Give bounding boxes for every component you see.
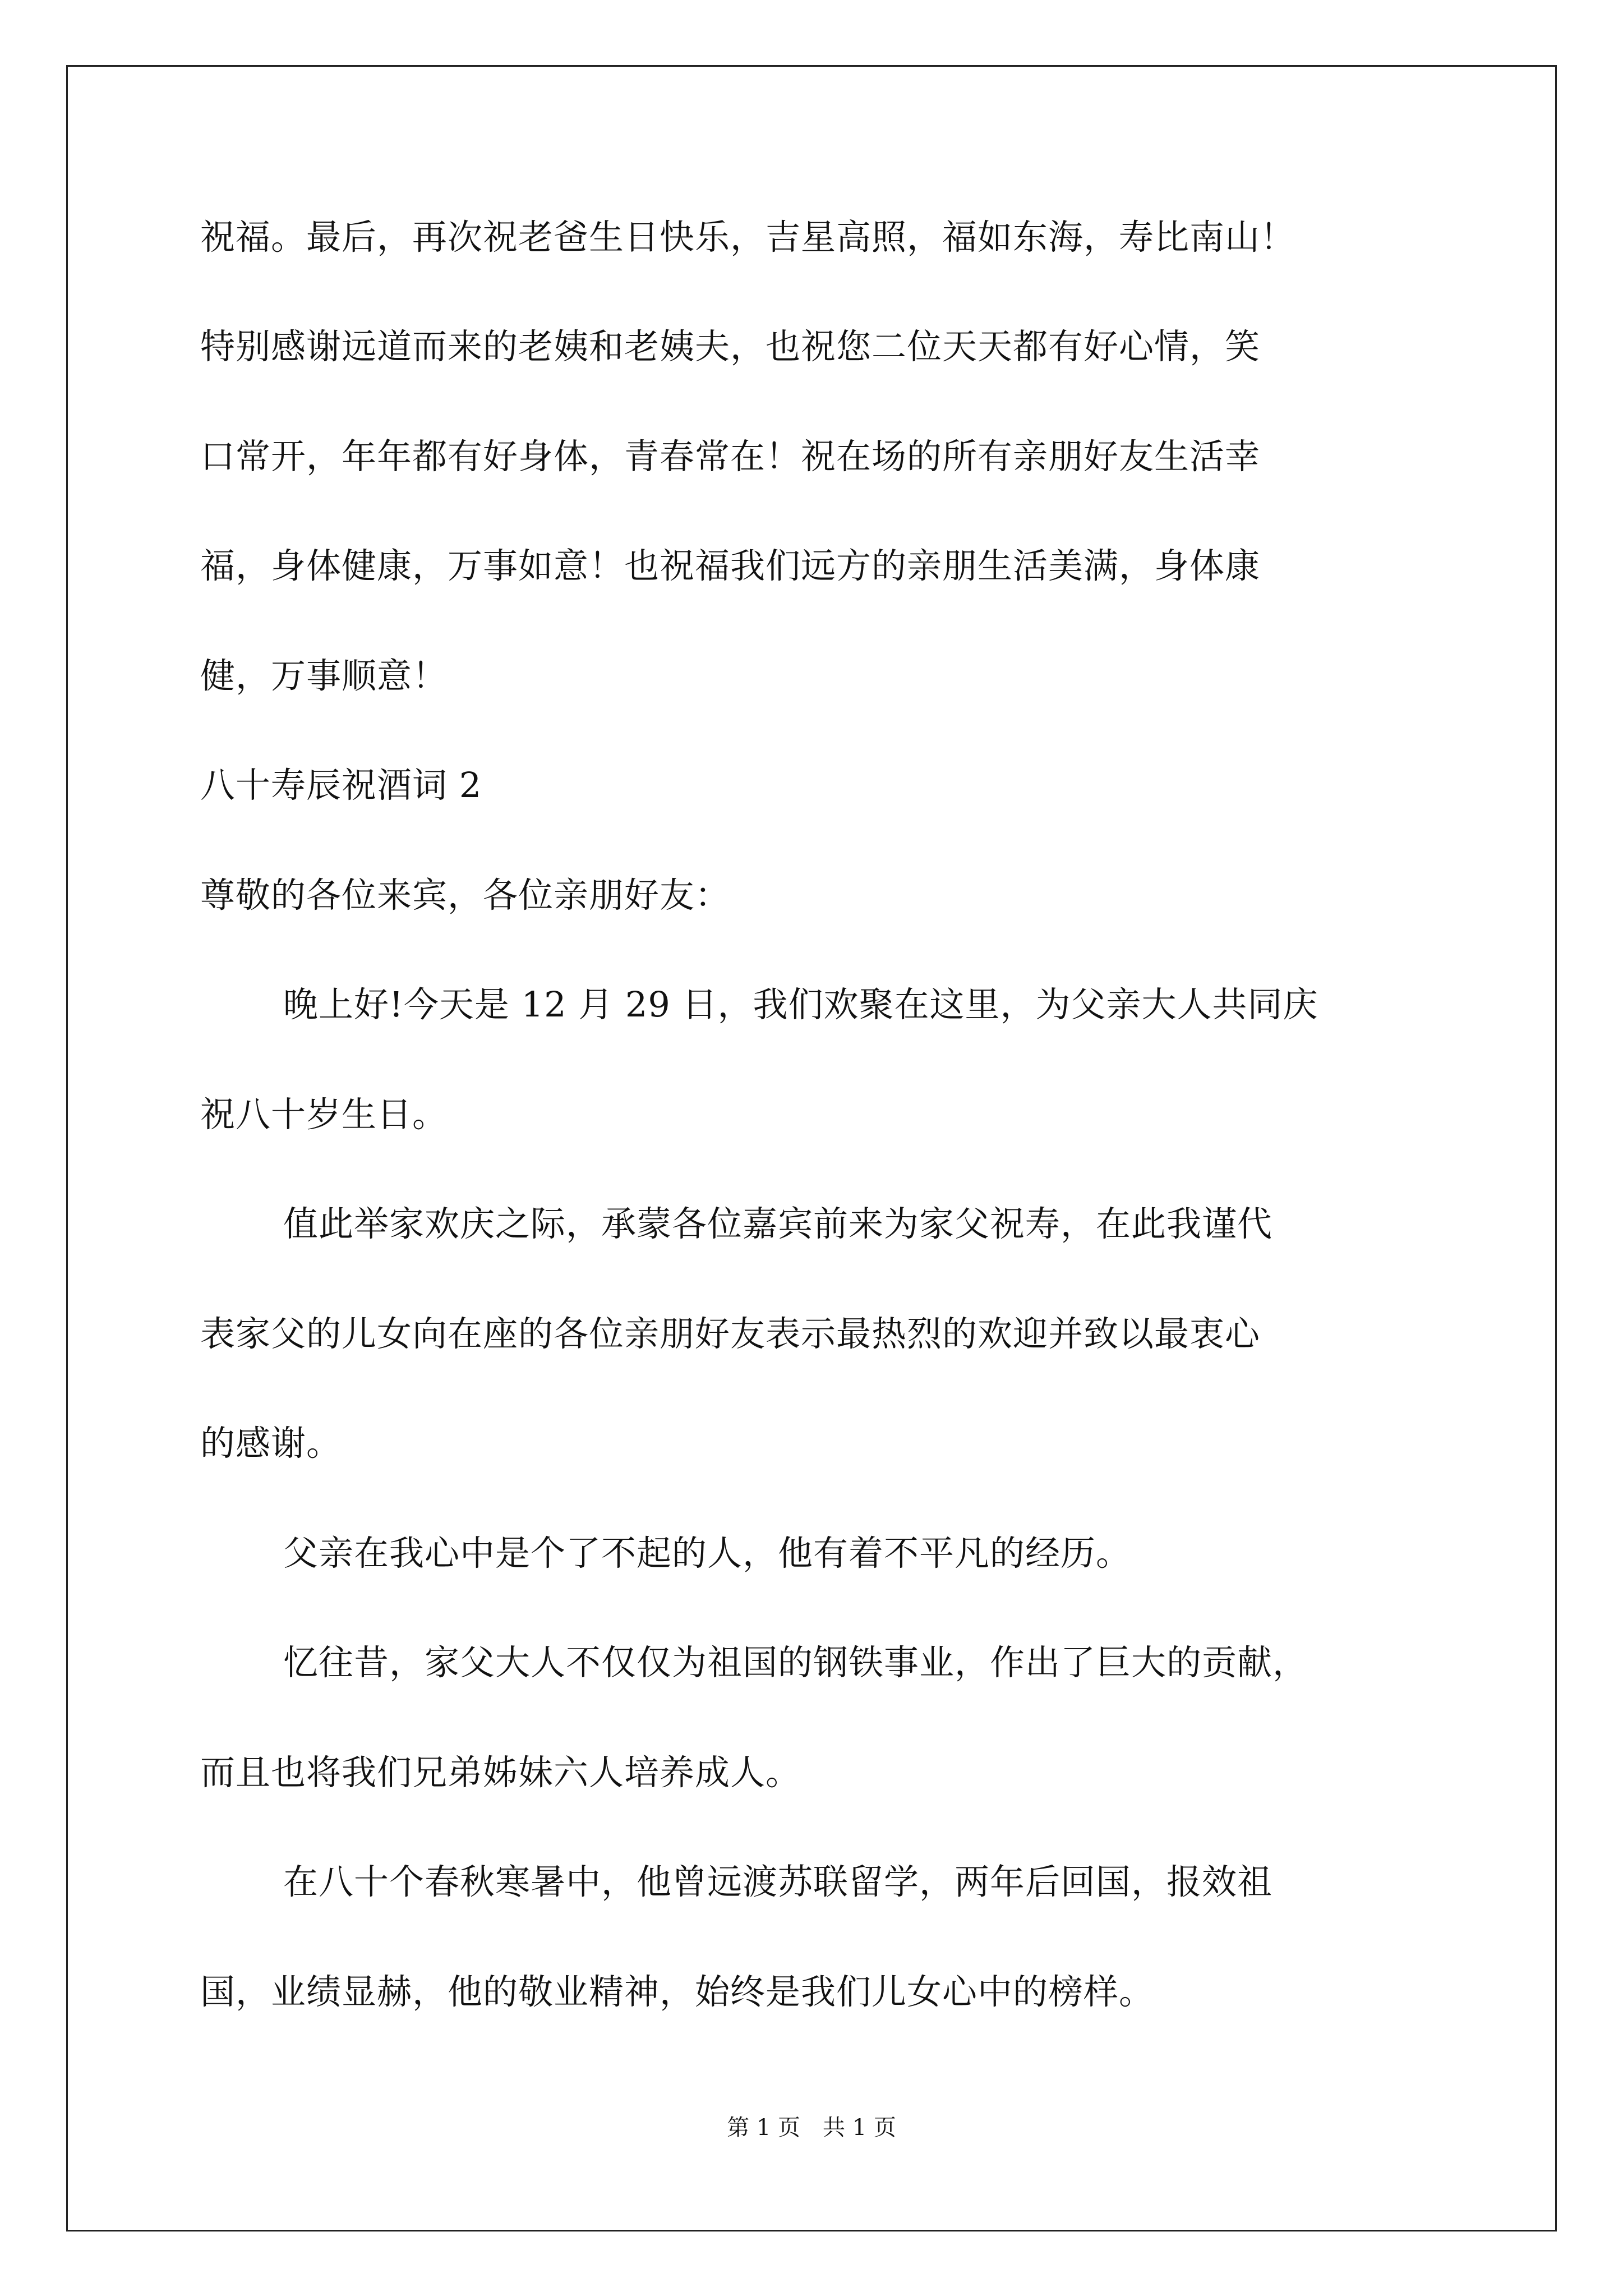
paragraph-line: 在八十个春秋寒暑中，他曾远渡苏联留学，两年后回国，报效祖 [283,1861,1273,1902]
paragraph-line: 忆往昔，家父大人不仅仅为祖国的钢铁事业，作出了巨大的贡献， [283,1642,1308,1683]
page-footer: 第 1 页 共 1 页 [727,2115,896,2141]
paragraph-line: 的感谢。 [200,1423,342,1464]
section-title: 八十寿辰祝酒词 2 [200,765,482,806]
paragraph-line: 福，身体健康，万事如意！也祝福我们远方的亲朋生活美满，身体康 [200,545,1261,586]
paragraph-line: 祝八十岁生日。 [200,1094,448,1135]
paragraph-line: 晚上好!今天是 12 月 29 日，我们欢聚在这里，为父亲大人共同庆 [283,984,1318,1025]
paragraph-line: 口常开，年年都有好身体，青春常在！祝在场的所有亲朋好友生活幸 [200,436,1261,477]
paragraph-line: 健，万事顺意！ [200,655,448,696]
paragraph-line: 表家父的儿女向在座的各位亲朋好友表示最热烈的欢迎并致以最衷心 [200,1313,1261,1354]
paragraph-line: 父亲在我心中是个了不起的人，他有着不平凡的经历。 [283,1533,1132,1573]
salutation: 尊敬的各位来宾，各位亲朋好友： [200,875,731,915]
paragraph-line: 祝福。最后，再次祝老爸生日快乐，吉星高照，福如东海，寿比南山！ [200,217,1296,257]
page-border [66,65,1557,2231]
paragraph-line: 国，业绩显赫，他的敬业精神，始终是我们儿女心中的榜样。 [200,1971,1155,2012]
paragraph-line: 特别感谢远道而来的老姨和老姨夫，也祝您二位天天都有好心情，笑 [200,326,1261,367]
paragraph-line: 值此举家欢庆之际，承蒙各位嘉宾前来为家父祝寿，在此我谨代 [283,1203,1273,1244]
paragraph-line: 而且也将我们兄弟姊妹六人培养成人。 [200,1752,801,1793]
